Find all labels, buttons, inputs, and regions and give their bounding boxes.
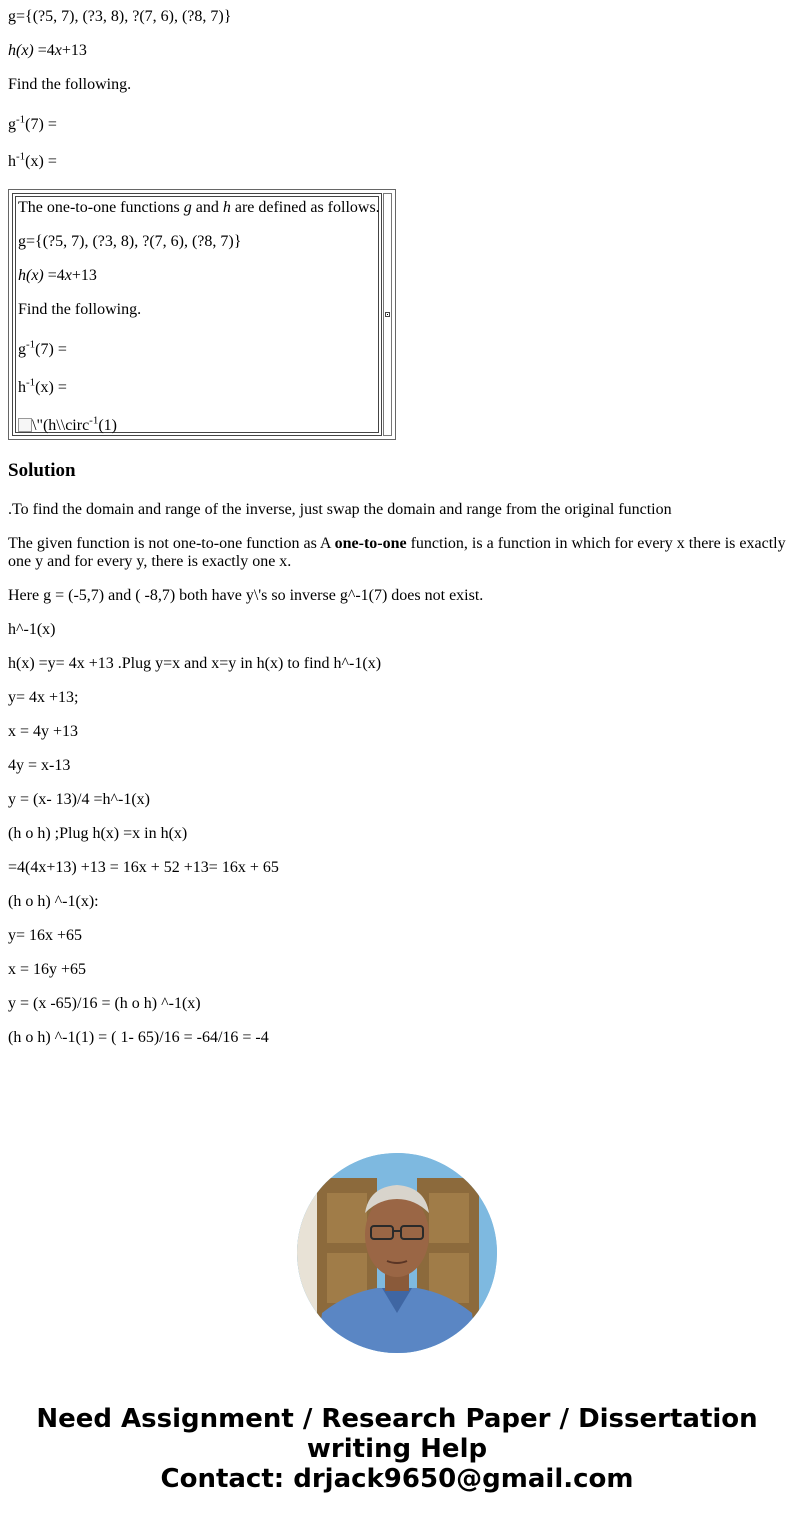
- footer-line-2: writing Help: [306, 1434, 488, 1464]
- solution-line: x = 16y +65: [8, 961, 87, 978]
- embedded-frame: [8, 189, 396, 440]
- solution-line: =4(4x+13) +13 = 16x + 52 +13= 16x + 65: [8, 859, 279, 876]
- solution-line: .To find the domain and range of the inverse, just swap the domain and range from the original function: [8, 501, 672, 518]
- frame-content: [12, 193, 382, 436]
- solution-line: (h o h) ;Plug h(x) =x in h(x): [8, 825, 188, 842]
- solution-paragraph: The given function is not one-to-one function as A one-to-one function, is a function in which for every x there is exactly one y and for every y, there is exactly one x.: [8, 535, 786, 570]
- frame-find-prompt: Find the following.: [18, 301, 142, 318]
- frame-g-definition: g={(?5, 7), (?3, 8), ?(7, 6), (?8, 7)}: [18, 233, 242, 250]
- solution-line: y= 16x +65: [8, 927, 83, 944]
- solution-line: (h o h) ^-1(x):: [8, 893, 99, 910]
- frame-intro: The one-to-one functions g and h are defined as follows.: [18, 199, 380, 216]
- solution-line: h^-1(x): [8, 621, 56, 638]
- frame-h-inverse: $h^{-1}(x)$ =: [18, 376, 67, 396]
- solution-line: 4y = x-13: [8, 757, 71, 774]
- frame-h-definition: h(x) =4x+13: [18, 267, 97, 284]
- footer-line-1: Need Assignment / Research Paper / Dissertation: [36, 1404, 758, 1434]
- g-definition: g={(?5, 7), (?3, 8), ?(7, 6), (?8, 7)}: [8, 8, 232, 25]
- solution-line: x = 4y +13: [8, 723, 79, 740]
- solution-line: (h o h) ^-1(1) = ( 1- 65)/16 = -64/16 = -4: [8, 1029, 269, 1046]
- h-definition: h(x) =4x+13: [8, 42, 87, 59]
- frame-last-line: \"(h\\circ$^{-1}$(1): [18, 417, 117, 435]
- footer-contact: Contact: drjack9650@gmail.com: [160, 1464, 634, 1494]
- author-avatar: [297, 1153, 497, 1353]
- person-photo-icon: [297, 1153, 497, 1353]
- scroll-handle-icon[interactable]: [385, 312, 390, 317]
- h-inverse-prompt: $h^{-1}(x)$ =: [8, 150, 57, 170]
- solution-heading: Solution: [8, 460, 76, 481]
- solution-line: h(x) =y= 4x +13 .Plug y=x and x=y in h(x) to find h^-1(x): [8, 655, 382, 672]
- solution-line: y = (x -65)/16 = (h o h) ^-1(x): [8, 995, 201, 1012]
- frame-g-inverse: $g^{-1}(7)$ =: [18, 338, 67, 358]
- frame-scrollbar[interactable]: [383, 193, 392, 436]
- broken-image-icon: [18, 418, 32, 432]
- solution-line: y = (x- 13)/4 =h^-1(x): [8, 791, 150, 808]
- g-inverse-prompt: $g^{-1}(7)$ =: [8, 113, 57, 133]
- solution-line: y= 4x +13;: [8, 689, 79, 706]
- find-prompt: Find the following.: [8, 76, 132, 93]
- solution-line: Here g = (-5,7) and ( -8,7) both have y\'s so inverse g^-1(7) does not exist.: [8, 587, 484, 604]
